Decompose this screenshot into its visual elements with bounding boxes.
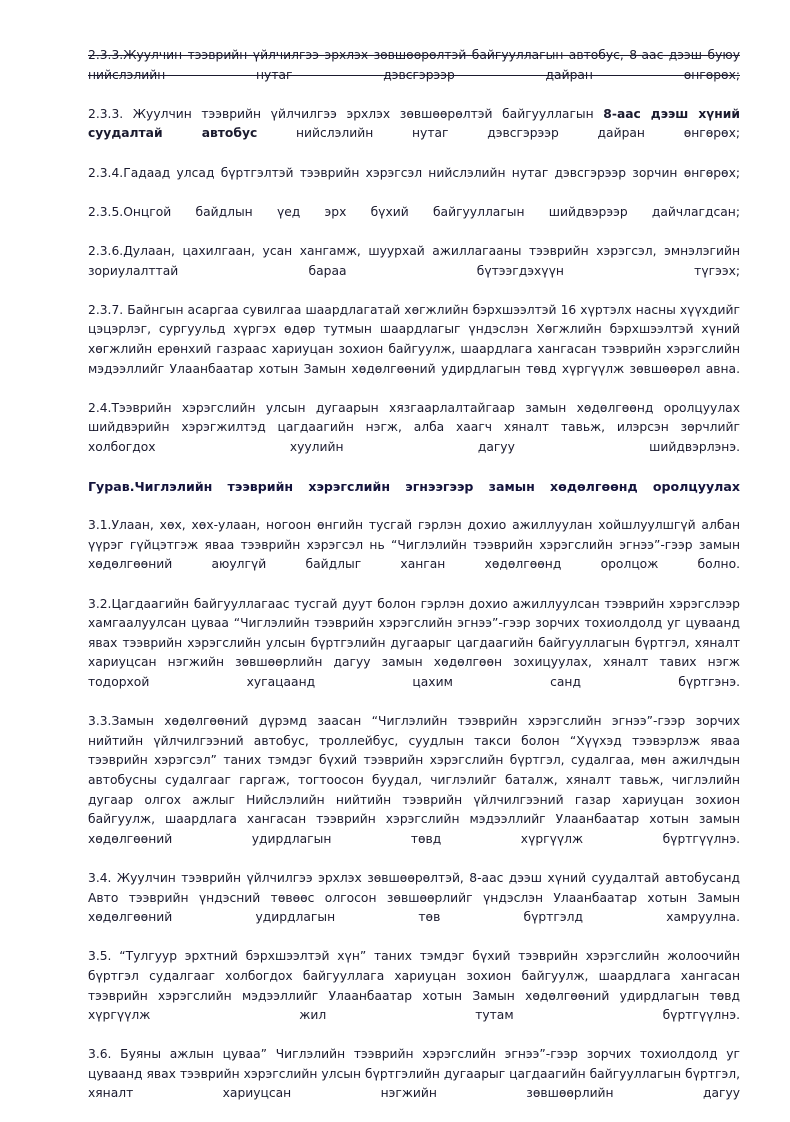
paragraph-clause-3-1: 3.1.Улаан, хөх, хөх-улаан, ногоон өнгийн тусгай гэрлэн дохио ажиллуулан хойшлуулшгүй албан үүрэг гүйцэтгэж яваа тээврийн хэрэгсэл нь “Чиглэлийн тээврийн хэрэгслийн эгнээ”-гээр замын хөдөлгөөний аюулгүй байдлыг ханган хөдөлгөөнд оролцож болно. (88, 518, 740, 572)
document-body (88, 46, 740, 1122)
clause-2-3-3-trail-text: нийслэлийн нутаг дэвсгэрээр дайран өнгөрөх; (257, 126, 740, 141)
paragraph-clause-2-3-3-deleted: 2.3.3.Жуулчин тээврийн үйлчилгээ эрхлэх зөвшөөрөлтэй байгууллагын автобус, 8-аас дээш буюу нийслэлийн нутаг дэвсгэрээр дайран өнгөрөх; (88, 48, 740, 82)
paragraph-clause-3-4: 3.4. Жуулчин тээврийн үйлчилгээ эрхлэх зөвшөөрөлтэй, 8-аас дээш хүний суудалтай автобусанд Авто тээврийн үндэсний төвөөс олгосон зөвшөөрлийг үндэслэн Улаанбаатар хотын Замын хөдөлгөөний удирдлагын төв бүртгэлд хамруулна. (88, 870, 740, 925)
paragraph-clause-2-3-3-revised (88, 105, 740, 164)
paragraph-clause-2-3-7: 2.3.7. Байнгын асаргаа сувилгаа шаардлагатай хөгжлийн бэрхшээлтэй 16 хүртэлх насны хүүхдийг цэцэрлэг, сургуульд хүргэх өдөр тутмын шаардлагыг үндэслэн Хөгжлийн бэрхшээлтэй хүний хөгжлийн ерөнхий газраас хариуцан зохион байгуулж, шаардлага хангасан тээврийн хэрэгслийн мэдээллийг Улаанбаатар хотын Замын хөдөлгөөний удирдлагын төвд хүргүүлж зөвшөөрөл авна. (88, 302, 740, 376)
paragraph-clause-3-2: 3.2.Цагдаагийн байгууллагаас тусгай дуут болон гэрлэн дохио ажиллуулсан тээврийн хэрэгслээр хамгаалуулсан цуваа “Чиглэлийн тээврийн хэрэгслийн эгнээ”-гээр зорчих тохиолдолд уг цуваанд явах тээврийн хэрэгслийн улсын бүртгэлийн дугаарыг цагдаагийн байгууллагын бүртгэл, хяналт хариуцсан нэгжийн зөвшөөрлийн дагуу замын хөдөлгөөн зохицуулах, хяналт тавих нэгж тодорхой хугацаанд цахим санд бүртгэнэ. (88, 596, 740, 689)
paragraph-clause-2-3-4: 2.3.4.Гадаад улсад бүртгэлтэй тээврийн хэрэгсэл нийслэлийн нутаг дэвсгэрээр зорчин өнгөрөх; (88, 165, 740, 180)
section-heading-gurav: Гурав.Чиглэлийн тээврийн хэрэгслийн эгнээгээр замын хөдөлгөөнд оролцуулах (88, 479, 740, 495)
clause-2-3-3-emphasis: 8-аас дээш хүний суудалтай автобус (88, 106, 741, 141)
paragraph-clause-2-3-6: 2.3.6.Дулаан, цахилгаан, усан хангамж, шуурхай ажиллагааны тээврийн хэрэгсэл, эмнэлэгийн зориулалттай бараа бүтээгдэхүүн түгээх; (88, 243, 740, 278)
paragraph-clause-3-6: 3.6. Буяны ажлын цуваа” Чиглэлийн тээврийн хэрэгслийн эгнээ”-гээр зорчих тохиолдолд уг цуваанд явах тээврийн хэрэгслийн улсын бүртгэлийн дугаарыг цагдаагийн байгууллагын бүртгэл, хяналт хариуцсан нэгжийн зөвшөөрлийн дагуу (88, 1047, 740, 1101)
paragraph-clause-2-3-5: 2.3.5.Онцгой байдлын үед эрх бүхий байгууллагын шийдвэрээр дайчлагдсан; (88, 204, 740, 219)
paragraph-clause-2-4: 2.4.Тээврийн хэрэгслийн улсын дугаарын хязгаарлалтайгаар замын хөдөлгөөнд оролцуулах шийдвэрийн хэрэгжилтэд цагдаагийн нэгж, алба хаагч хяналт тавьж, илэрсэн зөрчлийг холбогдох хуулийн дагуу шийдвэрлэнэ. (88, 400, 740, 454)
paragraph-clause-3-5: 3.5. “Тулгуур эрхтний бэрхшээлтэй хүн” таних тэмдэг бүхий тээврийн хэрэгслийн жолоочийн бүртгэл судалгааг холбогдох байгууллага хариуцан зохион байгуулж, шаардлага хангасан тээврийн хэрэгслийн мэдээллийг Улаанбаатар хотын Замын хөдөлгөөний удирдлагын төвд хүргүүлж жил тутам бүртгүүлнэ. (88, 949, 740, 1023)
clause-2-3-3-lead-text: 2.3.3. Жуулчин тээврийн үйлчилгээ эрхлэх зөвшөөрөлтэй байгууллагын (88, 106, 604, 121)
paragraph-clause-3-3: 3.3.Замын хөдөлгөөний дүрэмд заасан “Чиглэлийн тээврийн хэрэгслийн эгнээ”-гээр зорчих нийтийн үйлчилгээний автобус, троллейбус, суудлын такси болон “Хүүхэд тээвэрлэж яваа тээврийн хэрэгсэл” таних тэмдэг бүхий тээврийн хэрэгслийн бүртгэл, судалгаа, мөн ажилчдын автобусны судалгааг гаргаж, тогтоосон буудал, чиглэлийг баталж, хяналт тавьж, чиглэлийн дугаар олгох ажлыг Нийслэлийн нийтийн тээврийн үйлчилгээний газар хариуцан зохион байгуулж, шаардлага хангасан тээврийн хэрэгслийн мэдээллийг Улаанбаатар хотын замын хөдөлгөөний удирдлагын төвд хүргүүлж бүртгүүлнэ. (88, 714, 740, 846)
